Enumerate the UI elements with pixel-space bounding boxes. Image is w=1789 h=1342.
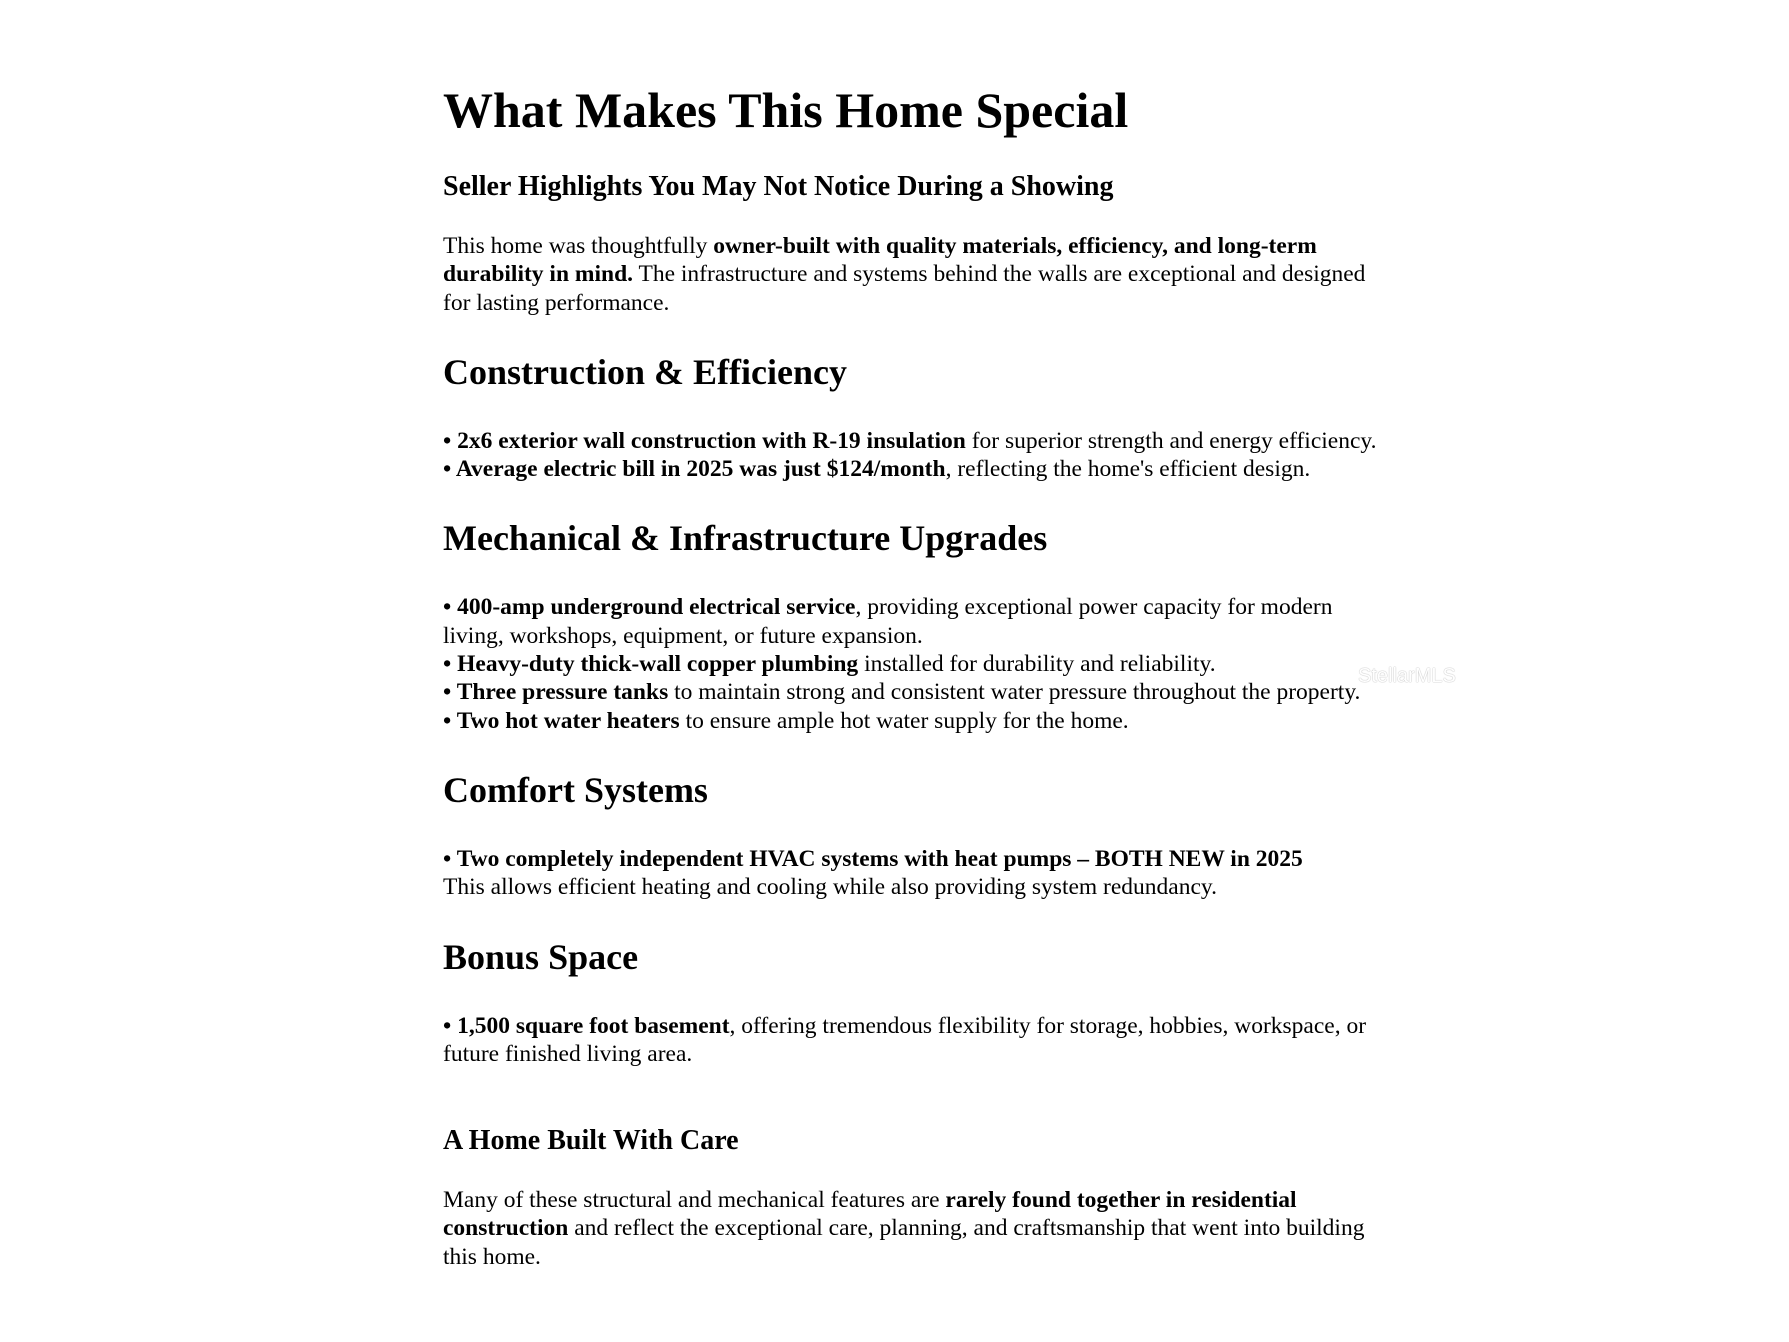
section-heading-construction: Construction & Efficiency	[443, 351, 847, 392]
list-item-text: for superior strength and energy efficiency.	[965, 427, 1377, 454]
bonus-list	[443, 1012, 1383, 1069]
list-item	[443, 845, 1383, 873]
list-item	[443, 593, 1383, 650]
list-item-bold: Three pressure tanks	[456, 679, 669, 706]
list-item	[443, 1012, 1383, 1069]
list-item	[443, 650, 1383, 678]
list-item-text: to ensure ample hot water supply for the home.	[679, 707, 1129, 734]
section-heading-comfort: Comfort Systems	[443, 769, 708, 810]
bullet-glyph: •	[443, 679, 457, 706]
bullet-glyph: •	[443, 1012, 458, 1039]
page-title: What Makes This Home Special	[443, 82, 1129, 138]
comfort-list	[443, 845, 1383, 902]
list-item-text: installed for durability and reliability.	[858, 651, 1216, 678]
section-heading-bonus: Bonus Space	[443, 936, 639, 977]
list-item	[443, 427, 1383, 455]
closing-text-end: and reflect the exceptional care, planning, and craftsmanship that went into building this home.	[443, 1215, 1365, 1270]
bullet-glyph: •	[443, 651, 458, 678]
list-item	[443, 455, 1383, 483]
bullet-glyph: •	[443, 456, 456, 483]
closing-heading: A Home Built With Care	[443, 1125, 739, 1157]
construction-list	[443, 427, 1383, 484]
bullet-glyph: •	[443, 427, 458, 454]
closing-paragraph	[443, 1186, 1383, 1271]
document-body	[443, 80, 1383, 1271]
page-subtitle: Seller Highlights You May Not Notice During a Showing	[443, 171, 1114, 202]
intro-bold: owner-built with quality materials, efficiency, and long-term durability in mind.	[443, 233, 1317, 288]
section-heading-mechanical: Mechanical & Infrastructure Upgrades	[443, 518, 1048, 559]
intro-paragraph	[443, 232, 1383, 317]
bullet-glyph: •	[443, 594, 458, 621]
list-item-text: , providing exceptional power capacity for modern living, workshops, equipment, or future expansion.	[443, 594, 1333, 649]
list-item-bold: Heavy-duty thick-wall copper plumbing	[457, 651, 859, 678]
list-item	[443, 707, 1383, 735]
intro-text: This home was thoughtfully	[443, 233, 714, 259]
list-item-bold: Two hot water heaters	[456, 707, 680, 734]
bullet-glyph: •	[443, 707, 457, 734]
stellarmls-watermark: StellarMLS	[1358, 665, 1456, 687]
list-item-bold: 1,500 square foot basement	[457, 1012, 730, 1039]
comfort-note: This allows efficient heating and cooling while also providing system redundancy.	[443, 874, 1218, 901]
list-item-text: to maintain strong and consistent water pressure throughout the property.	[668, 679, 1361, 706]
closing-text: Many of these structural and mechanical features are	[443, 1187, 946, 1214]
list-item	[443, 678, 1383, 706]
list-item-bold: 2x6 exterior wall construction with R-19 insulation	[457, 427, 966, 454]
list-item-bold: Two completely independent HVAC systems with heat pumps – BOTH NEW in 2025	[456, 845, 1303, 872]
list-item-bold: 400-amp underground electrical service	[457, 594, 856, 621]
bullet-glyph: •	[443, 845, 457, 872]
list-item-text: , offering tremendous flexibility for storage, hobbies, workspace, or future finished living area.	[443, 1012, 1367, 1067]
mechanical-list	[443, 593, 1383, 734]
list-item-bold: Average electric bill in 2025 was just $124/month	[455, 456, 946, 483]
intro-text-end: The infrastructure and systems behind the walls are exceptional and designed for lasting performance.	[443, 261, 1366, 316]
list-item-text: , reflecting the home's efficient design.	[945, 456, 1311, 483]
closing-bold: rarely found together in residential construction	[443, 1187, 1297, 1242]
